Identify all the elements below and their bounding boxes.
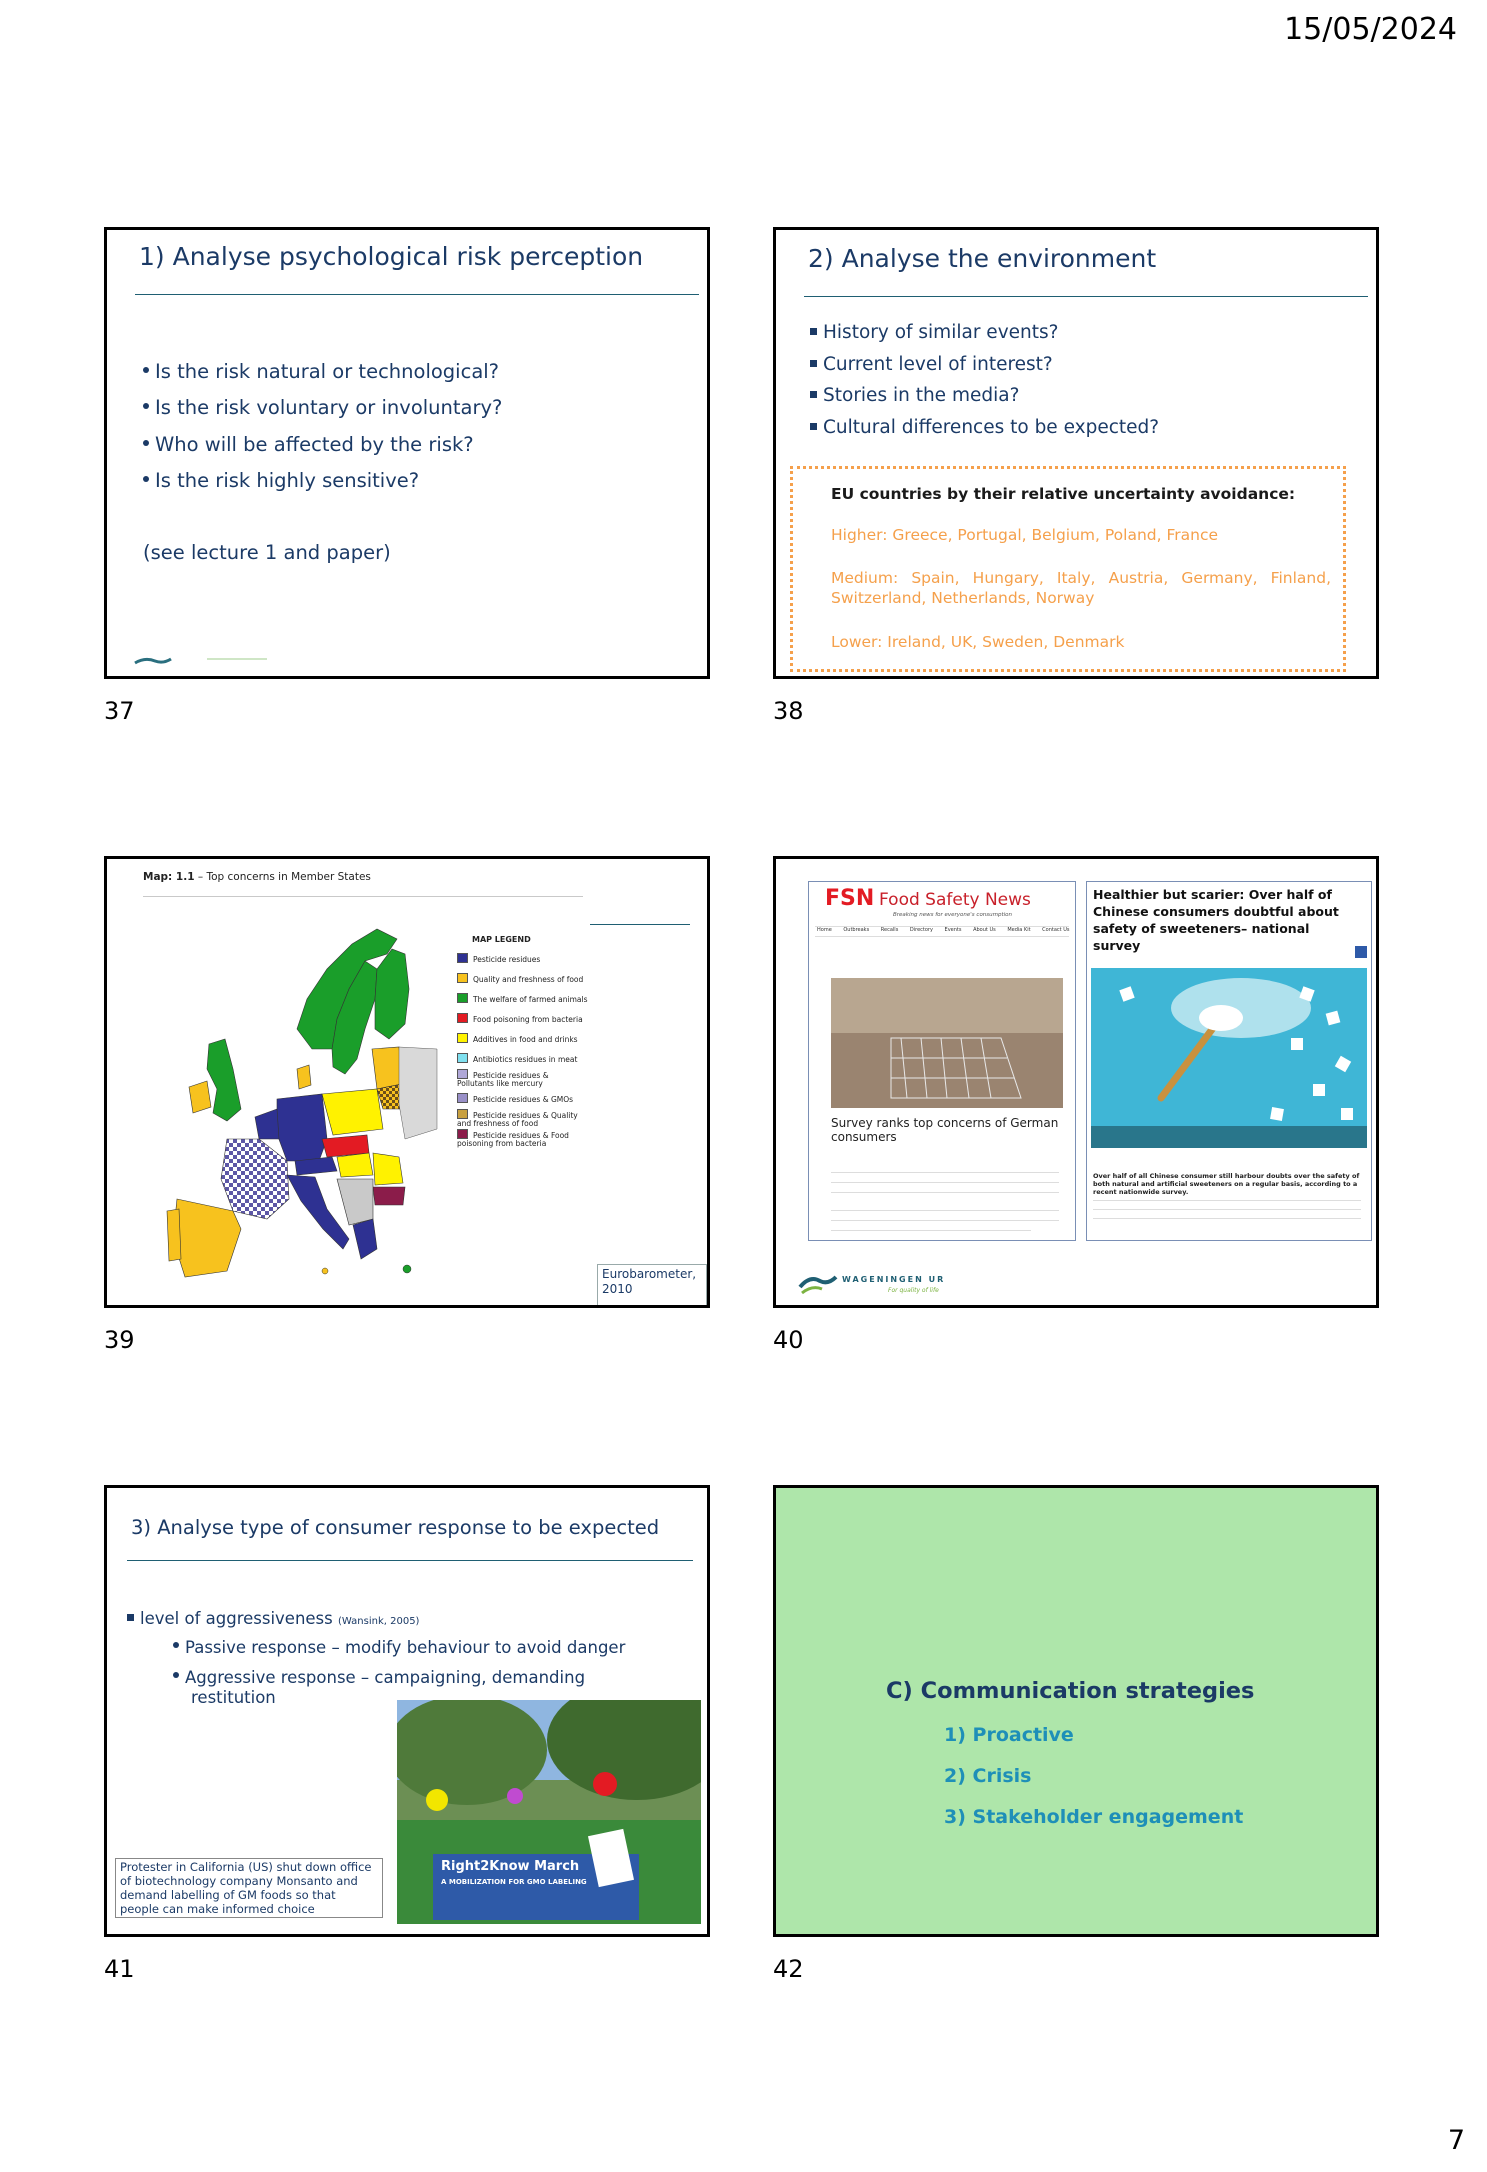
text-line [831, 1230, 1031, 1231]
legend-item: The welfare of farmed animals [457, 993, 588, 1004]
slide-42 [773, 1485, 1379, 1937]
slide-number: 42 [773, 1955, 804, 1983]
slide-title: 3) Analyse type of consumer response to be expected [131, 1516, 660, 1539]
legend-item: Pesticide residues [457, 953, 540, 964]
box-title: EU countries by their relative uncertainty avoidance: [831, 485, 1296, 503]
wur-logo: WAGENINGEN UR [842, 1275, 946, 1284]
text-line [1093, 1200, 1361, 1201]
strategy-item: 2) Crisis [944, 1765, 1032, 1787]
label-rule [143, 896, 583, 897]
bullet-item: Is the risk voluntary or involuntary? [143, 396, 502, 419]
banner-subtitle: A MOBILIZATION FOR GMO LABELING [441, 1878, 587, 1886]
sub-bullet: Passive response – modify behaviour to avoid danger [173, 1638, 625, 1657]
page-date: 15/05/2024 [1284, 12, 1457, 47]
text-line [831, 1210, 1059, 1211]
bullet-item: Cultural differences to be expected? [810, 417, 1159, 438]
legend-item: Additives in food and drinks [457, 1033, 578, 1044]
medium-line: Medium: Spain, Hungary, Italy, Austria, Germany, Finland, Switzerland, Netherlands, Norway [831, 569, 1331, 607]
strategy-item: 1) Proactive [944, 1724, 1074, 1746]
fsn-name: Food Safety News [879, 890, 1031, 910]
left-headline: Survey ranks top concerns of German consumers [831, 1116, 1059, 1144]
legend-item: Food poisoning from bacteria [457, 1013, 583, 1024]
wur-logo-mark [798, 1269, 838, 1295]
bullet-item: Is the risk natural or technological? [143, 360, 499, 383]
title-rule [127, 1560, 693, 1561]
shopping-cart-photo [831, 978, 1063, 1108]
slide-number: 37 [104, 697, 135, 725]
slide-number: 40 [773, 1326, 804, 1354]
text-line [831, 1220, 1059, 1221]
wur-tagline: For quality of life [888, 1287, 939, 1294]
legend-item: Pesticide residues & Quality and freshness of food [457, 1111, 578, 1128]
share-icon[interactable] [1355, 946, 1367, 958]
slide-number: 41 [104, 1955, 135, 1983]
sub-bullet: Aggressive response – campaigning, demanding [173, 1668, 585, 1687]
legend-title: MAP LEGEND [472, 935, 531, 944]
sweetener-article [1086, 881, 1372, 1241]
accent-rule [590, 924, 690, 925]
text-line [1093, 1218, 1361, 1219]
uncertainty-box [790, 466, 1346, 672]
higher-line: Higher: Greece, Portugal, Belgium, Poland, France [831, 526, 1219, 544]
bullet-item: Stories in the media? [810, 385, 1019, 406]
slide-title: 2) Analyse the environment [808, 244, 1157, 273]
slide-37 [104, 227, 710, 679]
legend-item: Pesticide residues & GMOs [457, 1093, 573, 1104]
text-line [831, 1172, 1059, 1173]
photo-caption: Protester in California (US) shut down office of biotechnology company Monsanto and demand labelling of GM foods so that people can make informed choice [115, 1858, 383, 1918]
legend-item: Antibiotics residues in meat [457, 1053, 577, 1064]
fsn-article [808, 881, 1076, 1241]
slide-39 [104, 856, 710, 1308]
text-line [1093, 1209, 1361, 1210]
bullet-item: Is the risk highly sensitive? [143, 469, 419, 492]
slide-number: 39 [104, 1326, 135, 1354]
slide-title: 1) Analyse psychological risk perception [139, 242, 644, 271]
page-number: 7 [1447, 2125, 1465, 2156]
legend-item: Pesticide residues & Pollutants like mercury [457, 1071, 549, 1088]
section-title: C) Communication strategies [886, 1678, 1255, 1704]
map-label: Map: 1.1 – Top concerns in Member States [143, 871, 371, 883]
footer-tagline [207, 658, 267, 660]
sugar-spoon-photo [1091, 968, 1367, 1148]
source-box: Eurobarometer, 2010 [597, 1264, 707, 1306]
legend-item: Pesticide residues & Food poisoning from bacteria [457, 1131, 569, 1148]
text-line [831, 1182, 1059, 1183]
text-line [831, 1192, 1059, 1193]
footer-logo-mark [133, 655, 173, 667]
fsn-tagline: Breaking news for everyone's consumption [893, 912, 1013, 918]
slide-note: (see lecture 1 and paper) [143, 541, 391, 564]
lower-line: Lower: Ireland, UK, Sweden, Denmark [831, 633, 1125, 651]
slide-number: 38 [773, 697, 804, 725]
sweetener-caption: Over half of all Chinese consumer still harbour doubts over the safety of both natural and artificial sweeteners on a regular basis, according to a recent nationwide survey. [1093, 1172, 1360, 1196]
title-rule [135, 294, 699, 295]
sub-bullet-cont: restitution [191, 1688, 276, 1707]
fsn-nav: Home Outbreaks Recalls Directory Events About Us Media Kit Contact Us [815, 926, 1069, 937]
bullet-item: level of aggressiveness (Wansink, 2005) [127, 1609, 419, 1628]
right-headline: Healthier but scarier: Over half of Chinese consumers doubtful about safety of sweeteners– national survey [1093, 887, 1339, 953]
protest-photo [397, 1700, 701, 1924]
slide-38 [773, 227, 1379, 679]
bullet-item: History of similar events? [810, 322, 1058, 343]
title-rule [804, 296, 1368, 297]
slide-41 [104, 1485, 710, 1937]
bullet-item: Who will be affected by the risk? [143, 433, 474, 456]
banner-title: Right2Know March [441, 1859, 580, 1874]
europe-map [137, 899, 457, 1299]
fsn-logo: FSN [825, 886, 875, 911]
strategy-item: 3) Stakeholder engagement [944, 1806, 1244, 1828]
bullet-item: Current level of interest? [810, 354, 1053, 375]
legend-item: Quality and freshness of food [457, 973, 583, 984]
slide-40 [773, 856, 1379, 1308]
